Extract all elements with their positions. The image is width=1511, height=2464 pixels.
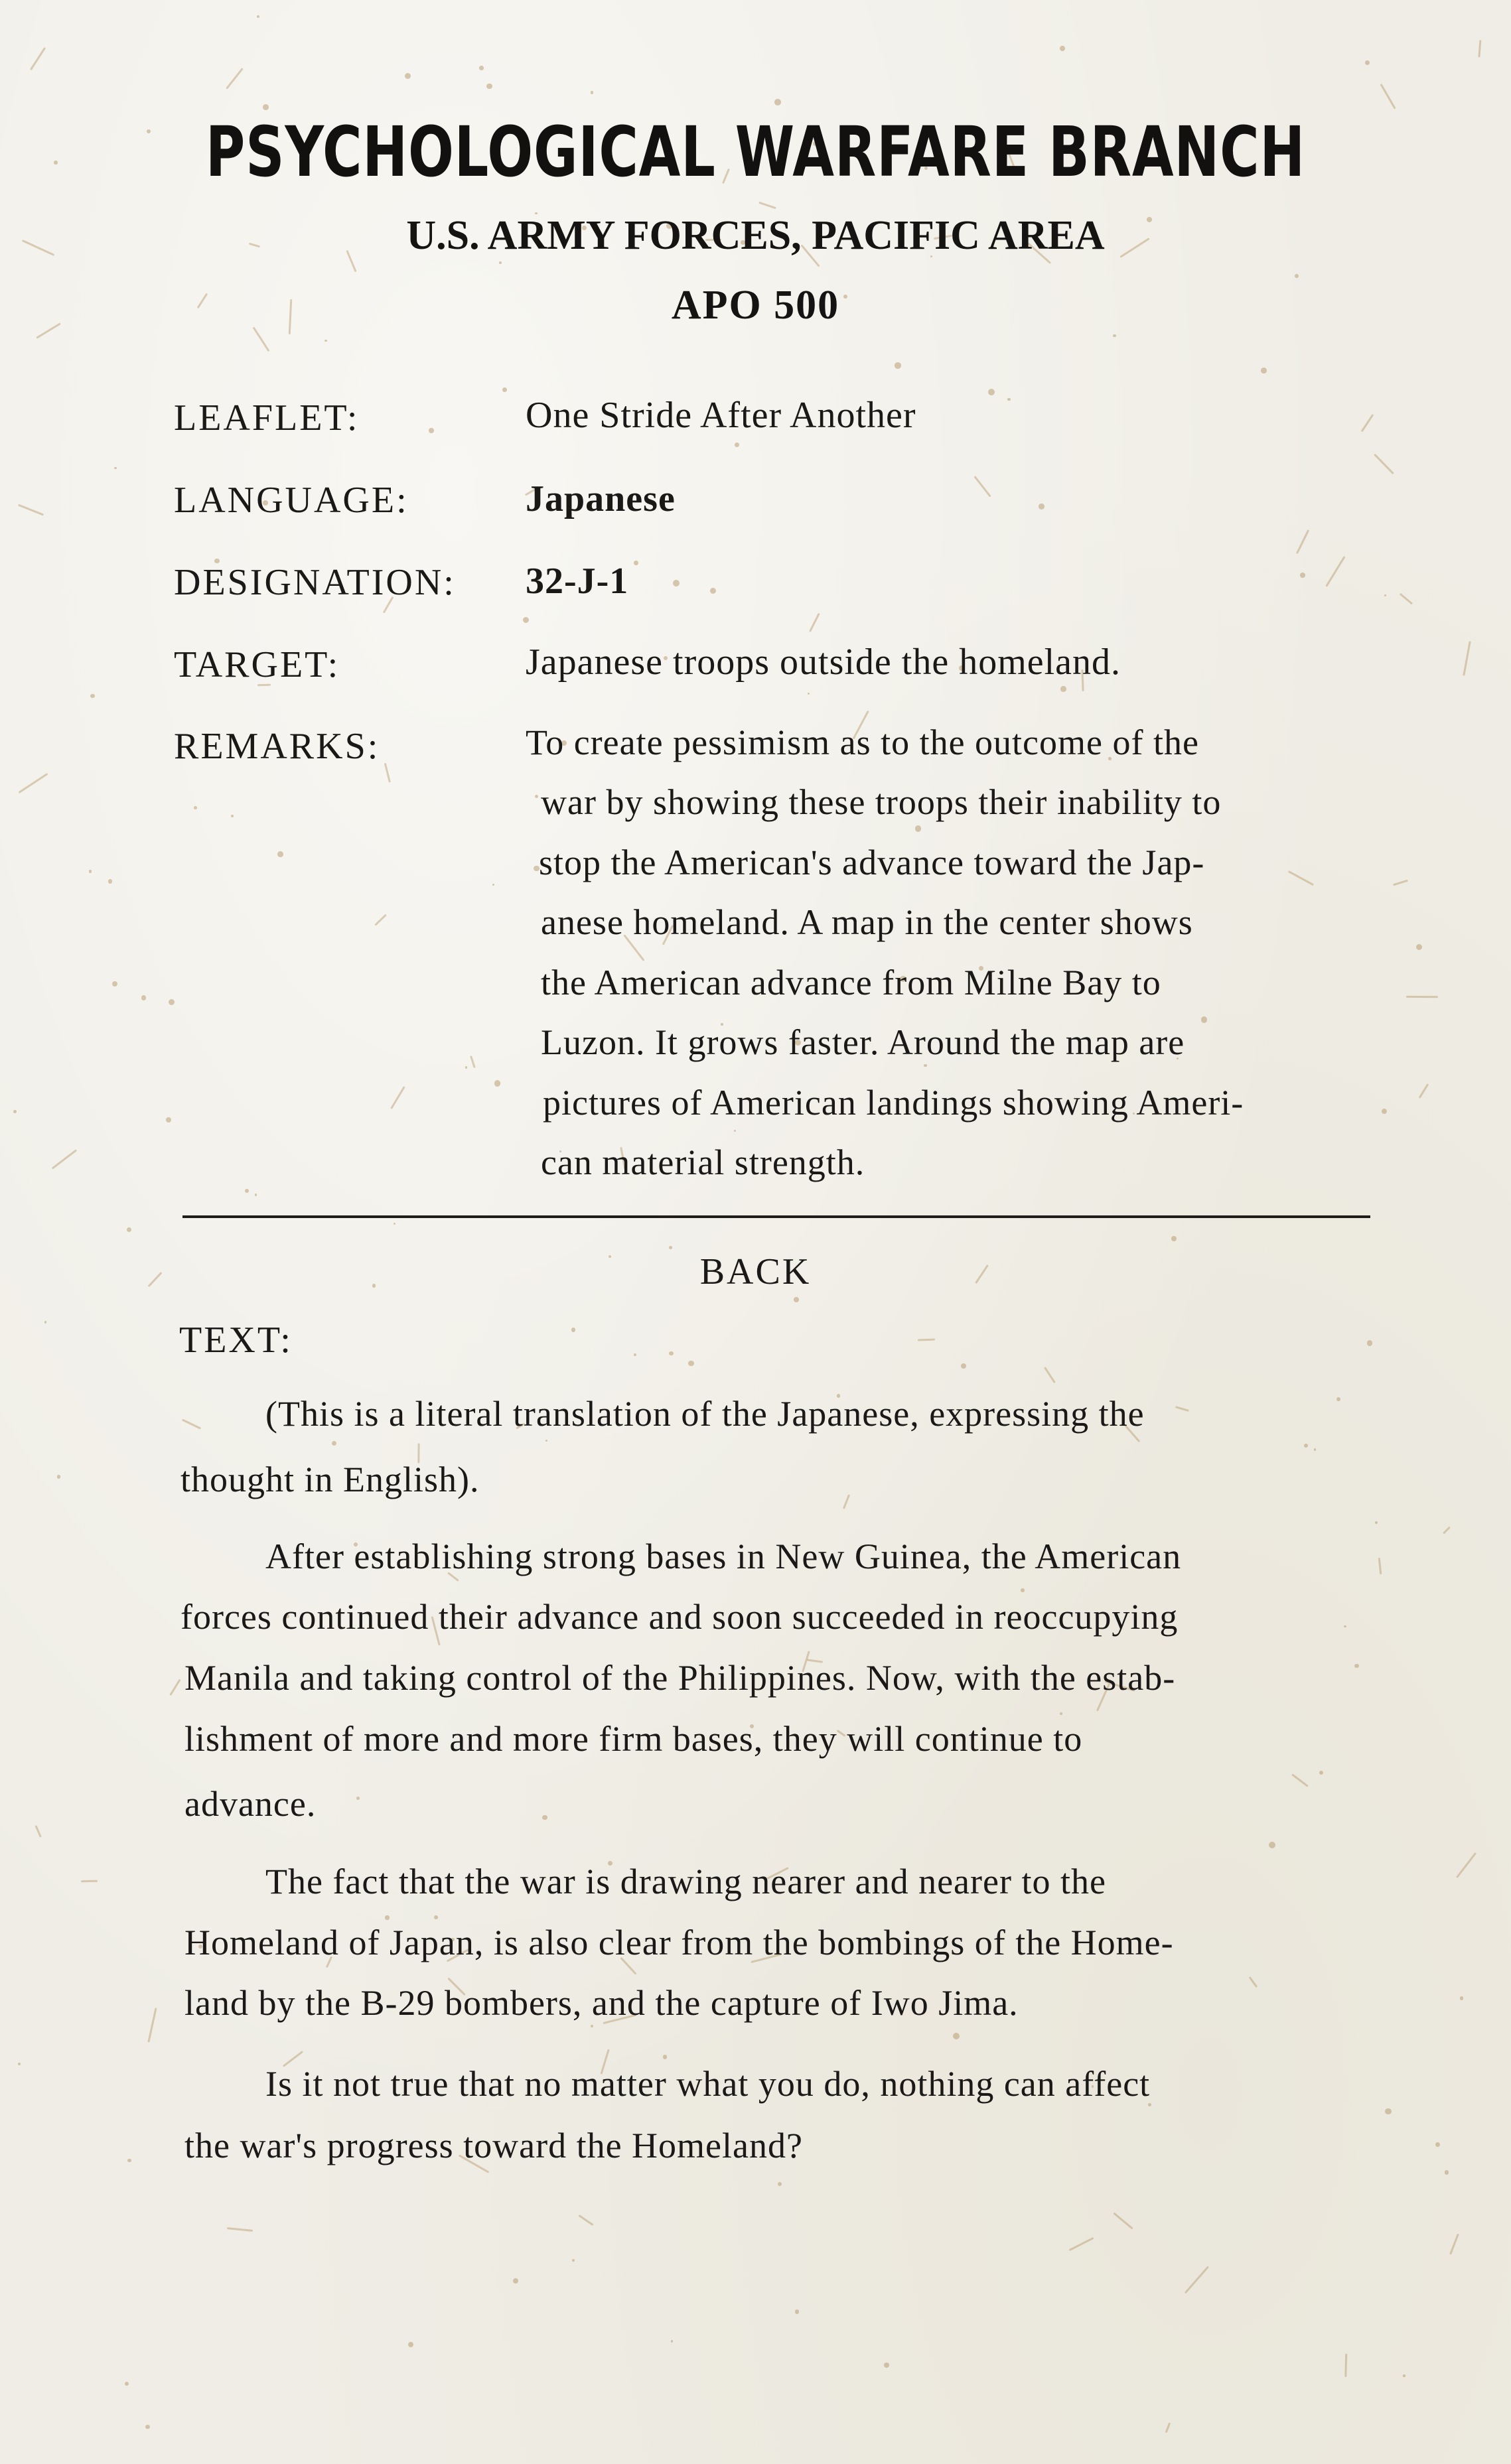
paper-speck — [735, 443, 739, 447]
paper-speck — [127, 2159, 131, 2163]
paper-speck — [479, 66, 484, 70]
document-apo: APO 500 — [671, 283, 840, 328]
paper-speck — [663, 2055, 667, 2059]
paper-speck — [1445, 2170, 1449, 2174]
paper-speck — [141, 995, 146, 1000]
body-line: (This is a literal translation of the Japanese, expressing the — [265, 1394, 1145, 1434]
designation-value: 32-J-1 — [526, 561, 629, 602]
remarks-line: To create pessimism as to the outcome of the — [526, 722, 1199, 762]
paper-speck — [394, 1223, 396, 1225]
paper-speck — [669, 1351, 673, 1355]
paper-speck — [988, 389, 995, 395]
text-label: TEXT: — [179, 1320, 293, 1361]
paper-speck — [1060, 1712, 1062, 1715]
paper-speck — [1300, 573, 1305, 578]
paper-speck — [1385, 2108, 1392, 2115]
remarks-line: pictures of American landings showing Ameri- — [543, 1083, 1244, 1123]
remarks-label: REMARKS: — [174, 726, 380, 767]
paper-speck — [385, 1915, 389, 1919]
paper-speck — [774, 99, 781, 105]
document-title: PSYCHOLOGICAL WARFARE BRANCH — [205, 111, 1306, 192]
paper-speck — [1113, 334, 1116, 338]
remarks-line: anese homeland. A map in the center shows — [541, 902, 1193, 942]
paper-speck — [1060, 46, 1065, 51]
paper-speck — [145, 2425, 149, 2429]
paper-speck — [486, 84, 492, 89]
body-line: thought in English). — [180, 1460, 480, 1499]
body-line: The fact that the war is drawing nearer and nearer to the — [265, 1862, 1106, 1901]
paper-speck — [542, 1815, 547, 1820]
paper-speck — [591, 2025, 593, 2027]
paper-speck — [465, 1066, 468, 1069]
target-value: Japanese troops outside the homeland. — [526, 642, 1121, 683]
paper-speck — [634, 561, 638, 565]
paper-speck — [1060, 686, 1066, 692]
remarks-line: stop the American's advance toward the Jap- — [539, 843, 1205, 882]
paper-speck — [108, 879, 112, 883]
section-divider — [182, 1215, 1370, 1218]
paper-speck — [57, 1475, 60, 1478]
paper-speck — [688, 1361, 693, 1366]
body-line: Homeland of Japan, is also clear from the bombings of the Home- — [184, 1923, 1174, 1962]
paper-speck — [571, 1328, 575, 1332]
paper-speck — [591, 91, 594, 94]
remarks-line: the American advance from Milne Bay to — [541, 963, 1161, 1002]
back-heading: BACK — [699, 1251, 812, 1292]
language-value: Japanese — [526, 478, 676, 519]
paper-speck — [794, 1297, 799, 1302]
target-label: TARGET: — [174, 644, 340, 685]
paper-speck — [263, 104, 269, 110]
body-line: advance. — [184, 1784, 317, 1824]
body-line: After establishing strong bases in New Guinea, the American — [265, 1537, 1182, 1576]
remarks-line: Luzon. It grows faster. Around the map are — [541, 1022, 1185, 1062]
paper-speck — [924, 1064, 927, 1067]
body-line: Is it not true that no matter what you do, nothing can affect — [265, 2064, 1151, 2104]
paper-speck — [194, 806, 197, 809]
paper-speck — [502, 387, 507, 392]
body-line: land by the B-29 bombers, and the capture of Iwo Jima. — [184, 1983, 1019, 2023]
paper-speck — [884, 2362, 889, 2368]
body-line: Manila and taking control of the Philippines. Now, with the estab- — [184, 1658, 1176, 1698]
paper-speck — [895, 362, 901, 369]
paper-speck — [1039, 504, 1044, 509]
paper-speck — [1295, 274, 1299, 278]
designation-label: DESIGNATION: — [174, 562, 456, 603]
paper-speck — [54, 161, 57, 164]
paper-speck — [231, 815, 234, 817]
paper-speck — [255, 1194, 257, 1196]
paper-speck — [429, 428, 434, 433]
paper-speck — [1336, 1397, 1340, 1401]
leaflet-label: LEAFLET: — [174, 397, 360, 439]
paper-fiber — [1344, 2354, 1347, 2377]
body-line: forces continued their advance and soon succeeded in reoccupying — [180, 1597, 1179, 1637]
paper-speck — [277, 851, 283, 857]
remarks-line: war by showing these troops their inability to — [541, 782, 1222, 822]
language-label: LANGUAGE: — [174, 480, 409, 521]
remarks-line: can material strength. — [541, 1142, 865, 1182]
document-subtitle: U.S. ARMY FORCES, PACIFIC AREA — [406, 213, 1105, 258]
paper-speck — [1403, 2374, 1405, 2376]
paper-speck — [18, 2063, 21, 2065]
paper-speck — [1375, 1521, 1378, 1524]
paper-speck — [492, 884, 494, 886]
paper-speck — [673, 580, 680, 586]
paper-speck — [405, 73, 411, 79]
paper-speck — [1460, 1996, 1463, 2000]
paper-speck — [1344, 1625, 1346, 1628]
body-line: lishment of more and more firm bases, they will continue to — [184, 1719, 1083, 1759]
paper-speck — [1269, 1842, 1275, 1848]
paper-speck — [90, 694, 94, 698]
paper-speck — [89, 870, 92, 873]
leaflet-value: One Stride After Another — [526, 395, 916, 436]
paper-speck — [499, 261, 502, 264]
body-line: the war's progress toward the Homeland? — [184, 2126, 803, 2165]
